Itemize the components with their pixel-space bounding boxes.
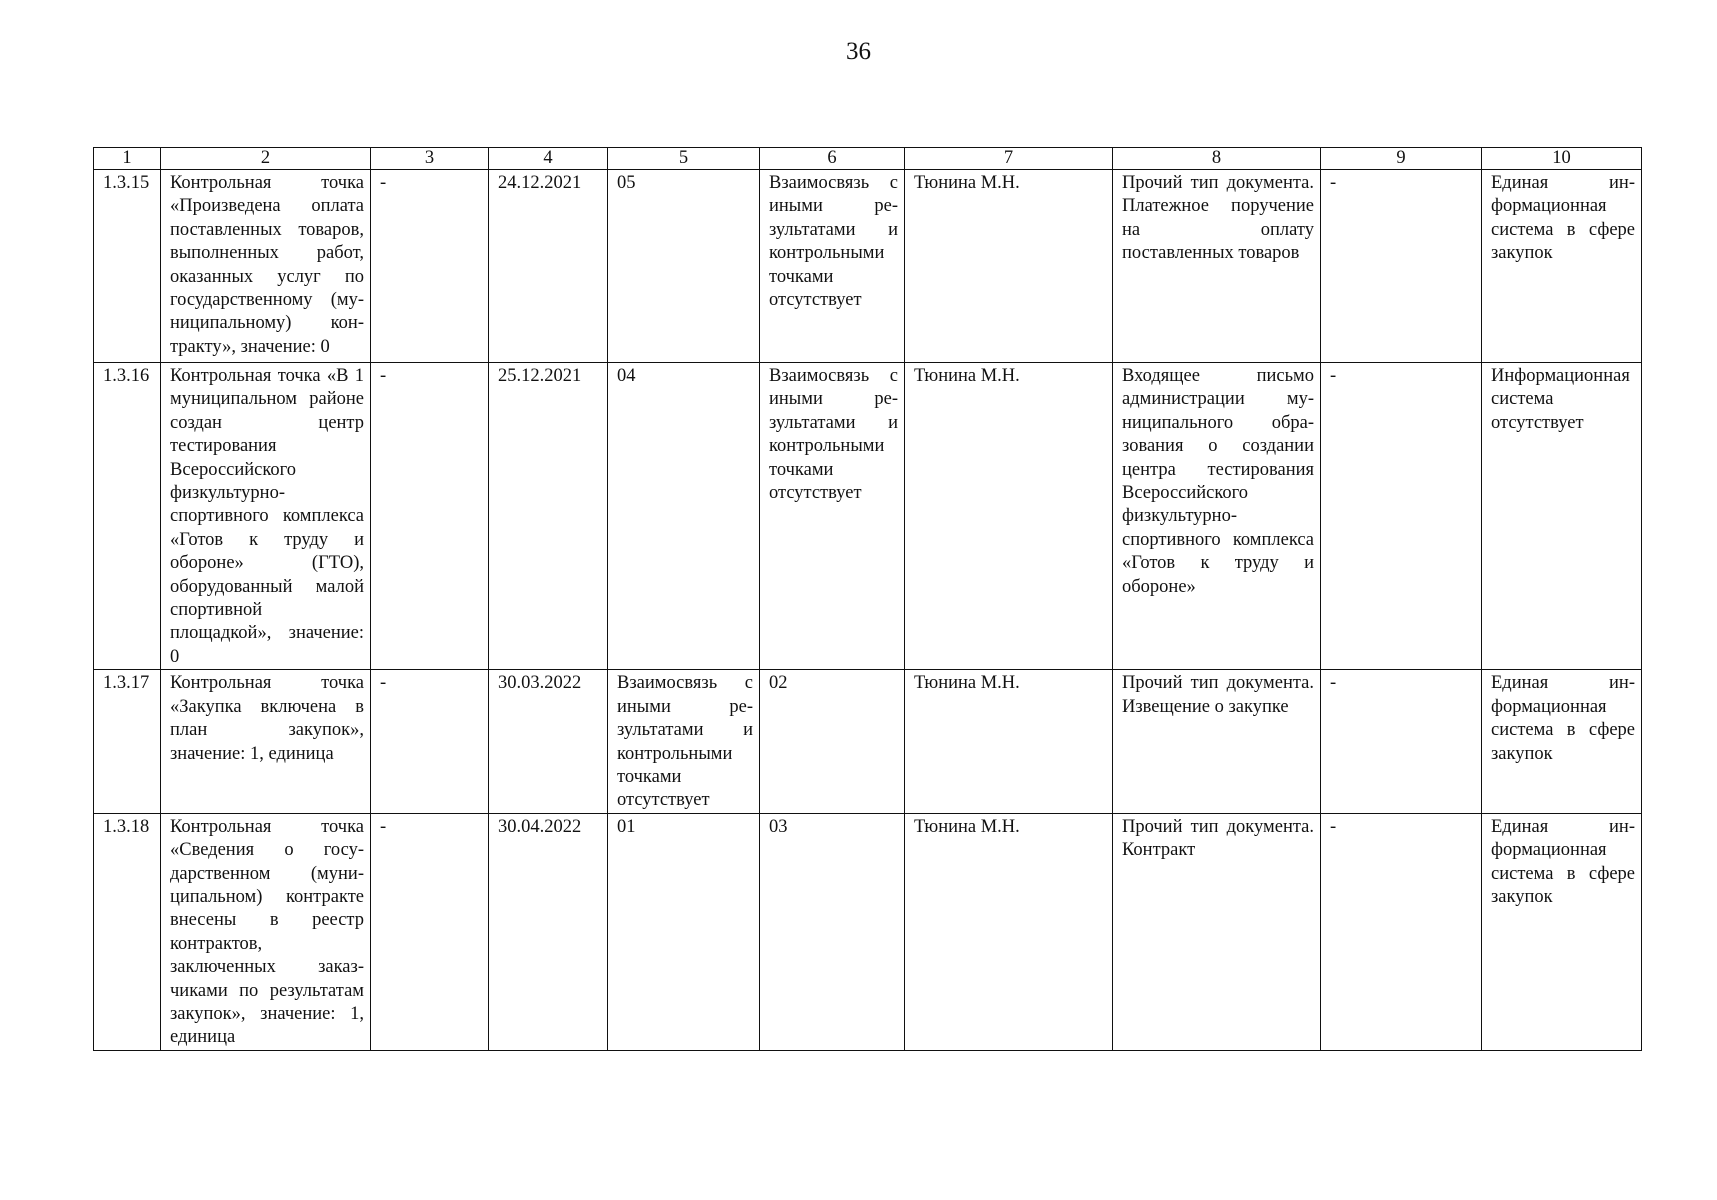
document-type: Прочий тип документа. Платежное поручение на оплату поставленных товаров (1113, 170, 1321, 363)
column-header-1: 1 (94, 148, 161, 170)
information-system: Единая информационная система в сфере закупок (1482, 670, 1642, 813)
cell-col6: 03 (760, 813, 905, 1050)
responsible-person: Тюнина М.Н. (905, 363, 1113, 670)
cell-col3: - (371, 813, 489, 1050)
row-number: 1.3.17 (94, 670, 161, 813)
cell-col5: 04 (608, 363, 760, 670)
cell-col6: 02 (760, 670, 905, 813)
table-row (94, 670, 1642, 813)
control-point-name: Контрольная точка «Сведения о государственном (муниципальном) контракте внесены в реестр контрактов, заключенных заказчиками по результатам закупок», значение: 1, единица (161, 813, 371, 1050)
column-header-9: 9 (1321, 148, 1482, 170)
cell-col9: - (1321, 363, 1482, 670)
cell-col3: - (371, 363, 489, 670)
column-header-8: 8 (1113, 148, 1321, 170)
cell-col6: Взаимосвязь с иными результатами и контрольными точками отсутствует (760, 170, 905, 363)
column-header-7: 7 (905, 148, 1113, 170)
column-header-2: 2 (161, 148, 371, 170)
responsible-person: Тюнина М.Н. (905, 670, 1113, 813)
cell-col5: 01 (608, 813, 760, 1050)
table-row (94, 813, 1642, 1050)
table-row (94, 363, 1642, 670)
row-number: 1.3.15 (94, 170, 161, 363)
cell-col9: - (1321, 170, 1482, 363)
control-point-name: Контрольная точка «В 1 муниципальном районе создан центр тестирования Всероссийского физкультурно-спортивного комплекса «Готов к труду и обороне» (ГТО), оборудованный малой спортивной площадкой», значение: 0 (161, 363, 371, 670)
due-date: 24.12.2021 (489, 170, 608, 363)
header-row (94, 148, 1642, 170)
control-point-name: Контрольная точка «Произведена оплата поставленных товаров, выполненных работ, оказанных услуг по государственному (муниципальному) контракту», значение: 0 (161, 170, 371, 363)
information-system: Единая информационная система в сфере закупок (1482, 170, 1642, 363)
column-header-10: 10 (1482, 148, 1642, 170)
due-date: 25.12.2021 (489, 363, 608, 670)
document-type: Входящее письмо администрации муниципального образования о создании центра тестирования Всероссийского физкультурно-спортивного комплекса «Готов к труду и обороне» (1113, 363, 1321, 670)
column-header-4: 4 (489, 148, 608, 170)
row-number: 1.3.18 (94, 813, 161, 1050)
page-number: 36 (846, 38, 871, 65)
control-points-table (93, 147, 1642, 1051)
responsible-person: Тюнина М.Н. (905, 170, 1113, 363)
row-number: 1.3.16 (94, 363, 161, 670)
table-row (94, 170, 1642, 363)
cell-col5: Взаимосвязь с иными результатами и контрольными точками отсутствует (608, 670, 760, 813)
cell-col5: 05 (608, 170, 760, 363)
column-header-3: 3 (371, 148, 489, 170)
column-header-6: 6 (760, 148, 905, 170)
cell-col9: - (1321, 813, 1482, 1050)
document-type: Прочий тип документа. Извещение о закупке (1113, 670, 1321, 813)
cell-col6: Взаимосвязь с иными результатами и контрольными точками отсутствует (760, 363, 905, 670)
cell-col3: - (371, 670, 489, 813)
due-date: 30.04.2022 (489, 813, 608, 1050)
document-type: Прочий тип документа. Контракт (1113, 813, 1321, 1050)
cell-col3: - (371, 170, 489, 363)
column-header-5: 5 (608, 148, 760, 170)
control-point-name: Контрольная точка «Закупка включена в план закупок», значение: 1, единица (161, 670, 371, 813)
information-system: Единая информационная система в сфере закупок (1482, 813, 1642, 1050)
information-system: Информационная система отсутствует (1482, 363, 1642, 670)
due-date: 30.03.2022 (489, 670, 608, 813)
cell-col9: - (1321, 670, 1482, 813)
responsible-person: Тюнина М.Н. (905, 813, 1113, 1050)
